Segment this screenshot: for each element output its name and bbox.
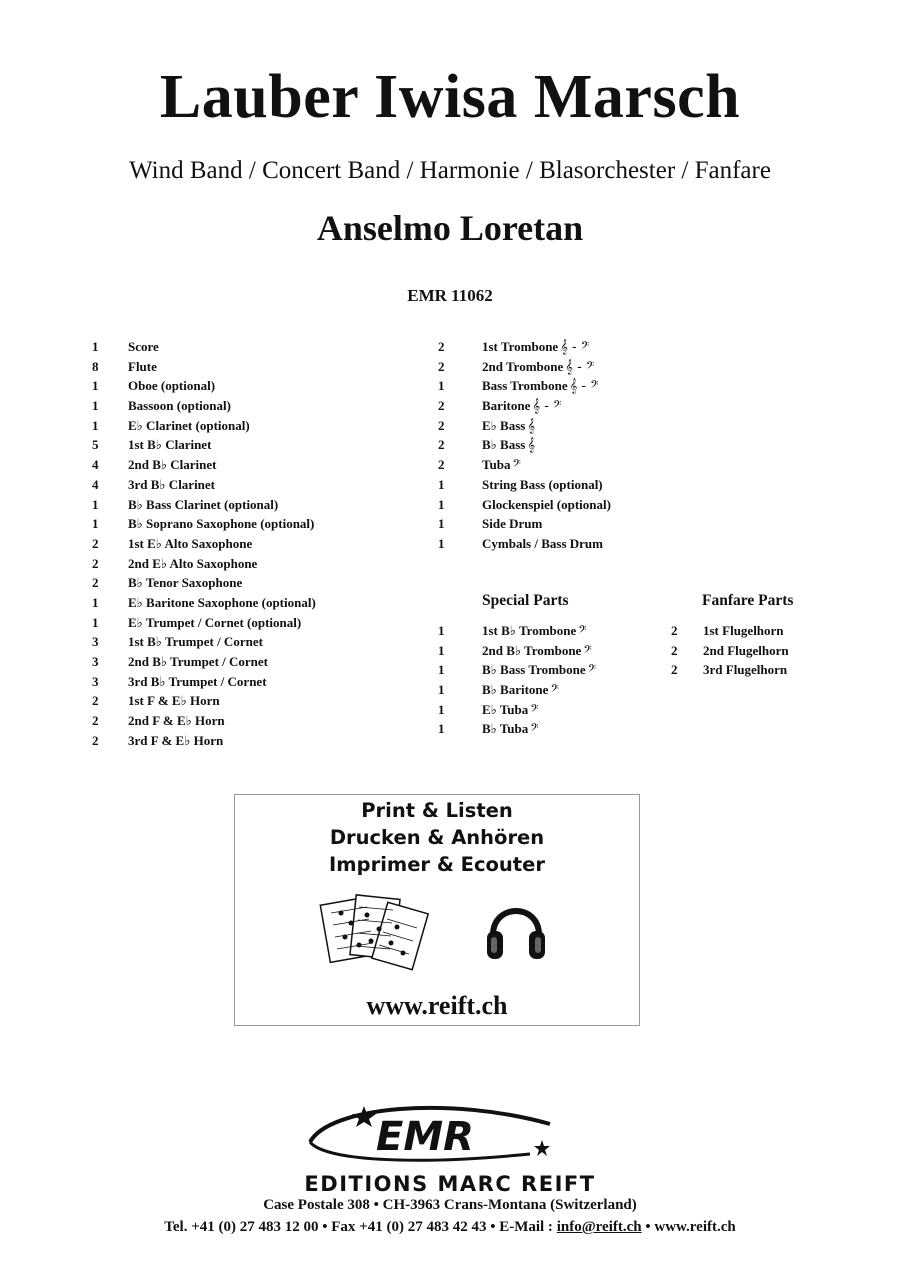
part-quantity: 1	[438, 642, 445, 658]
part-name	[482, 396, 561, 417]
print-listen-box	[234, 794, 640, 1026]
special-parts-heading: Special Parts	[482, 592, 569, 609]
part-quantity: 3	[92, 634, 99, 650]
part-name-text: String Bass (optional)	[482, 476, 603, 492]
part-name	[482, 376, 599, 397]
part-name	[482, 435, 535, 456]
part-name	[482, 357, 594, 378]
part-name-text: B♭ Soprano Saxophone (optional)	[128, 516, 315, 532]
part-quantity: 8	[92, 358, 99, 374]
part-name-text: Score	[128, 339, 159, 354]
part-name	[128, 613, 301, 633]
part-name-text: 2nd F & E♭ Horn	[128, 713, 225, 729]
part-name-text: Flute	[128, 358, 157, 374]
part-name-text: E♭ Bass	[482, 417, 526, 433]
headphones-icon	[485, 893, 547, 965]
clef-icon: 𝄢	[578, 624, 587, 639]
part-quantity: 2	[671, 623, 678, 638]
part-name	[128, 554, 257, 574]
promo-line-french: Imprimer & Ecouter	[329, 853, 545, 876]
part-name-text: 2nd Trombone	[482, 358, 564, 374]
part-name	[128, 337, 159, 357]
part-name-text: E♭ Trumpet / Cornet (optional)	[128, 614, 302, 630]
part-name-text: Glockenspiel (optional)	[482, 496, 611, 512]
part-name-text: 1st E♭ Alto Saxophone	[128, 535, 253, 551]
part-name-text: B♭ Bass Clarinet (optional)	[128, 496, 279, 512]
part-quantity: 1	[438, 535, 445, 551]
part-name-text: E♭ Tuba	[482, 701, 529, 717]
part-name	[128, 534, 252, 554]
clef-icon: 𝄞 - 𝄢	[560, 340, 590, 355]
part-quantity: 1	[92, 417, 99, 433]
part-name-text: B♭ Bass Trombone	[482, 662, 586, 678]
part-name	[128, 416, 250, 436]
promo-line-english: Print & Listen	[361, 799, 513, 822]
part-name	[482, 534, 603, 554]
part-quantity: 2	[92, 535, 99, 551]
part-quantity: 5	[92, 437, 99, 453]
publisher-contact	[0, 1219, 900, 1236]
part-name	[482, 475, 603, 495]
page-title: Lauber Iwisa Marsch	[159, 63, 741, 131]
clef-icon: 𝄞 - 𝄢	[532, 399, 562, 415]
sheet-music-icon	[319, 893, 429, 975]
part-name	[128, 672, 267, 692]
part-quantity: 2	[92, 713, 99, 729]
promo-line-german: Drucken & Anhören	[329, 826, 545, 849]
part-quantity: 1	[92, 378, 99, 394]
part-name	[128, 435, 211, 455]
part-name	[128, 376, 215, 396]
part-name	[128, 593, 316, 613]
clef-icon: 𝄢	[587, 663, 597, 679]
emr-logo	[300, 1102, 562, 1174]
catalog-number: EMR 11062	[407, 286, 493, 305]
part-quantity: 1	[438, 721, 445, 737]
contact-email-link[interactable]: info@reift.ch	[556, 1219, 642, 1235]
clef-icon: 𝄢	[530, 702, 539, 718]
part-name	[703, 621, 784, 641]
part-name-text: 2nd B♭ Trumpet / Cornet	[128, 654, 268, 669]
part-quantity: 2	[438, 398, 445, 414]
part-quantity: 1	[438, 516, 445, 532]
part-name	[128, 632, 263, 652]
part-name-text: 1st Trombone	[482, 339, 559, 354]
part-name	[128, 731, 223, 751]
part-quantity: 1	[438, 662, 445, 678]
clef-icon: 𝄢	[530, 722, 539, 738]
part-quantity: 1	[438, 378, 445, 394]
part-quantity: 2	[92, 555, 99, 571]
part-name-text: Side Drum	[482, 516, 543, 532]
part-name-text: E♭ Clarinet (optional)	[128, 417, 250, 433]
clef-icon: 𝄢	[550, 683, 559, 699]
clef-icon: 𝄢	[583, 643, 592, 659]
clef-icon: 𝄞 - 𝄢	[565, 359, 595, 375]
clef-icon: 𝄞	[527, 418, 536, 434]
part-name	[703, 641, 789, 661]
part-name-text: Bass Trombone	[482, 378, 568, 394]
part-name	[482, 680, 559, 701]
part-name	[128, 514, 314, 534]
part-name	[482, 700, 539, 721]
part-quantity: 2	[671, 642, 678, 658]
part-name-text: 3rd B♭ Trumpet / Cornet	[128, 673, 267, 689]
part-name	[128, 573, 242, 593]
part-name	[128, 357, 157, 377]
composer-name: Anselmo Loretan	[316, 208, 584, 248]
part-name	[482, 337, 589, 358]
part-quantity: 2	[438, 417, 445, 433]
fanfare-parts-heading: Fanfare Parts	[702, 592, 794, 609]
svg-text:EMR: EMR	[376, 1114, 474, 1160]
part-name	[482, 641, 592, 662]
part-quantity: 1	[438, 496, 445, 512]
part-name	[482, 660, 596, 681]
part-quantity: 1	[92, 339, 99, 354]
part-name	[482, 621, 587, 642]
promo-website-link[interactable]: www.reift.ch	[366, 991, 508, 1020]
part-name-text: 1st B♭ Trumpet / Cornet	[128, 634, 263, 650]
part-name-text: 1st Flugelhorn	[703, 623, 784, 638]
part-quantity: 1	[92, 398, 99, 414]
part-quantity: 2	[92, 732, 99, 748]
part-quantity: 2	[438, 457, 445, 473]
contact-phone-fax: Tel. +41 (0) 27 483 12 00 • Fax +41 (0) 27 483 42 43 • E-Mail :	[164, 1219, 557, 1235]
part-quantity: 3	[92, 673, 99, 689]
part-name-text: B♭ Tuba	[482, 721, 529, 737]
part-name-text: 1st F & E♭ Horn	[128, 693, 220, 709]
part-quantity: 2	[92, 575, 99, 591]
part-name	[482, 455, 521, 476]
part-name-text: 2nd Flugelhorn	[703, 642, 789, 658]
part-quantity: 2	[92, 693, 99, 709]
part-quantity: 1	[438, 701, 445, 717]
part-name-text: Baritone	[482, 398, 531, 414]
part-name-text: Cymbals / Bass Drum	[482, 535, 603, 551]
part-quantity: 2	[438, 437, 445, 453]
part-name-text: 2nd E♭ Alto Saxophone	[128, 555, 258, 571]
instrumentation-subtitle: Wind Band / Concert Band / Harmonie / Blasorchester / Fanfare	[129, 157, 771, 184]
part-name-text: 1st B♭ Trombone	[482, 623, 577, 638]
clef-icon: 𝄢	[512, 458, 521, 474]
part-name-text: 2nd B♭ Trombone	[482, 642, 582, 658]
part-quantity: 2	[438, 358, 445, 374]
part-name	[128, 455, 216, 475]
part-name-text: Oboe (optional)	[128, 378, 216, 394]
contact-website: • www.reift.ch	[641, 1219, 736, 1235]
part-name	[128, 495, 278, 515]
part-quantity: 2	[438, 339, 445, 354]
part-quantity: 3	[92, 654, 99, 669]
part-name-text: 3rd Flugelhorn	[703, 662, 788, 678]
part-name	[128, 396, 231, 416]
part-name	[703, 660, 787, 680]
part-quantity: 1	[438, 623, 445, 638]
publisher-address: Case Postale 308 • CH-3963 Crans-Montana (Switzerland)	[263, 1197, 637, 1213]
clef-icon: 𝄞 - 𝄢	[569, 379, 599, 395]
part-name-text: B♭ Tenor Saxophone	[128, 575, 243, 591]
part-quantity: 1	[92, 614, 99, 630]
part-name	[482, 514, 542, 534]
part-name-text: Bassoon (optional)	[128, 398, 231, 414]
part-name	[128, 711, 225, 731]
part-name	[482, 495, 611, 515]
part-name-text: 2nd B♭ Clarinet	[128, 457, 217, 473]
part-quantity: 1	[92, 516, 99, 532]
part-quantity: 4	[92, 476, 99, 492]
part-name	[482, 416, 535, 437]
part-quantity: 1	[92, 594, 99, 610]
part-name-text: B♭ Baritone	[482, 682, 549, 698]
part-quantity: 4	[92, 457, 99, 473]
part-name	[128, 652, 268, 672]
part-name	[482, 719, 539, 740]
part-name-text: B♭ Bass	[482, 437, 526, 453]
part-quantity: 2	[671, 662, 678, 678]
publisher-name: EDITIONS MARC REIFT	[304, 1172, 596, 1196]
clef-icon: 𝄞	[527, 438, 536, 454]
part-quantity: 1	[92, 496, 99, 512]
part-name-text: E♭ Baritone Saxophone (optional)	[128, 594, 316, 610]
part-name-text: 3rd F & E♭ Horn	[128, 732, 224, 748]
part-name-text: 1st B♭ Clarinet	[128, 437, 212, 453]
part-name-text: Tuba	[482, 457, 511, 473]
part-name	[128, 691, 220, 711]
part-name-text: 3rd B♭ Clarinet	[128, 476, 216, 492]
part-name	[128, 475, 215, 495]
part-quantity: 1	[438, 682, 445, 698]
part-quantity: 1	[438, 476, 445, 492]
